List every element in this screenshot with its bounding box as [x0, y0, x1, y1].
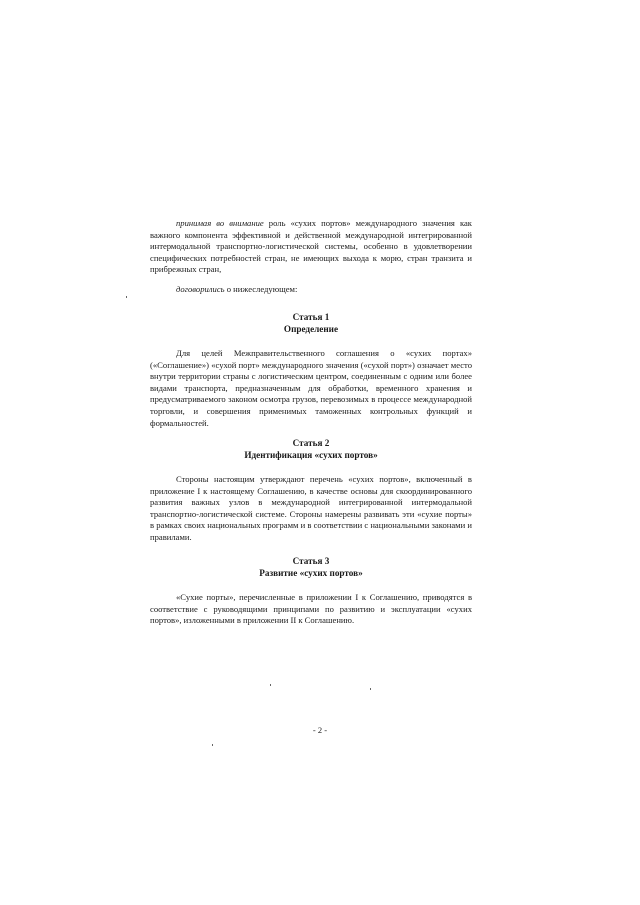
- article-2-number: Статья 2: [292, 438, 330, 448]
- agreed-text: о нижеследующем:: [224, 284, 298, 294]
- article-1-number: Статья 1: [292, 312, 330, 322]
- article-3-number: Статья 3: [292, 556, 330, 566]
- article-2-title: Идентификация «сухих портов»: [244, 450, 378, 460]
- article-1-heading: [150, 311, 472, 335]
- scan-speck: [212, 744, 213, 746]
- considering-text: роль «сухих портов» международного значения как важного компонента эффективной и действенной международной интегрированной интермодальной транспортно-логистической системы, особенно в удовлетворении специфических потребностей стран, не имеющих выхода к морю, стран транзита и прибрежных стран,: [150, 218, 472, 275]
- article-2-body: [150, 474, 472, 544]
- article-3-heading: [150, 555, 472, 579]
- scan-speck: [370, 688, 371, 690]
- article-2-heading: [150, 437, 472, 461]
- scan-speck: [126, 296, 127, 298]
- page-number: - 2 -: [312, 725, 328, 735]
- article-1-body: [150, 348, 472, 429]
- scan-speck: [270, 684, 271, 686]
- article-2-text: Стороны настоящим утверждают перечень «сухих портов», включенный в приложение I к настоящему Соглашению, в качестве основы для скоординированного развития важных узлов в международной интегрированной интермодальной транспортно-логистической системе. Стороны намерены развивать эти «сухие порты» в рамках своих национальных программ и в соответствии с национальными законами и правилами.: [150, 474, 472, 542]
- considering-paragraph: [150, 218, 472, 276]
- article-3-title: Развитие «сухих портов»: [259, 568, 363, 578]
- article-1-text: Для целей Межправительственного соглашения о «сухих портах» («Соглашение») «сухой порт» международного значения («сухой порт») означает место внутри территории страны с логистическим центром, соединенным с одним или более видами транспорта, предназначенным для обработки, временного хранения и предусматриваемого законом осмотра грузов, перевозимых в процессе международной торговли, и совершения применимых таможенных контрольных функций и формальностей.: [150, 348, 472, 428]
- article-1-title: Определение: [283, 324, 339, 334]
- article-3-text: «Сухие порты», перечисленные в приложении I к Соглашению, приводятся в соответствие с руководящими принципами по развитию и эксплуатации «сухих портов», изложенными в приложении II к Соглашению.: [150, 592, 472, 626]
- considering-lead: принимая во внимание: [176, 218, 264, 228]
- agreed-lead: договорились: [176, 284, 225, 294]
- article-3-body: [150, 592, 472, 627]
- agreed-paragraph: [150, 284, 472, 296]
